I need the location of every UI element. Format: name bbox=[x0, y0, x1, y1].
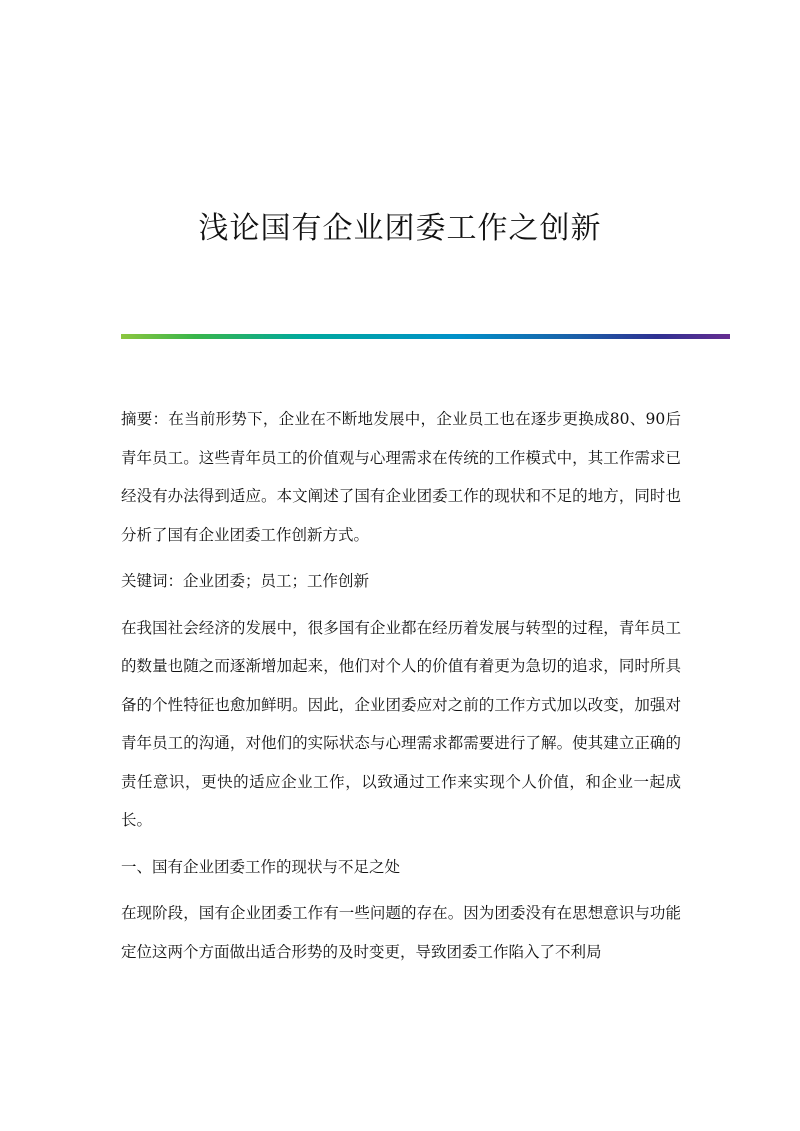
keywords-paragraph: 关键词：企业团委；员工；工作创新 bbox=[121, 572, 370, 590]
title-divider bbox=[121, 334, 730, 339]
page-title: 浅论国有企业团委工作之创新 bbox=[198, 211, 602, 247]
abstract-paragraph: 摘要：在当前形势下，企业在不断地发展中，企业员工也在逐步更换成80、90后青年员工。这些青年员工的价值观与心理需求在传统的工作模式中，其工作需求已经没有办法得到适应。本文阐述了国有企业团委工作的现状和不足的地方，同时也分析了国有企业团委工作创新方式。 bbox=[121, 410, 681, 544]
section-heading: 一、国有企业团委工作的现状与不足之处 bbox=[121, 857, 401, 876]
intro-paragraph: 在我国社会经济的发展中，很多国有企业都在经历着发展与转型的过程，青年员工的数量也随之而逐渐增加起来，他们对个人的价值有着更为急切的追求，同时所具备的个性特征也愈加鲜明。因此，企业团委应对之前的工作方式加以改变，加强对青年员工的沟通，对他们的实际状态与心理需求都需要进行了解。使其建立正确的责任意识，更快的适应企业工作，以致通过工作来实现个人价值，和企业一起成长。 bbox=[121, 618, 681, 829]
section-paragraph: 在现阶段，国有企业团委工作有一些问题的存在。因为团委没有在思想意识与功能定位这两个方面做出适合形势的及时变更，导致团委工作陷入了不利局 bbox=[121, 904, 681, 961]
document-body bbox=[121, 400, 681, 979]
